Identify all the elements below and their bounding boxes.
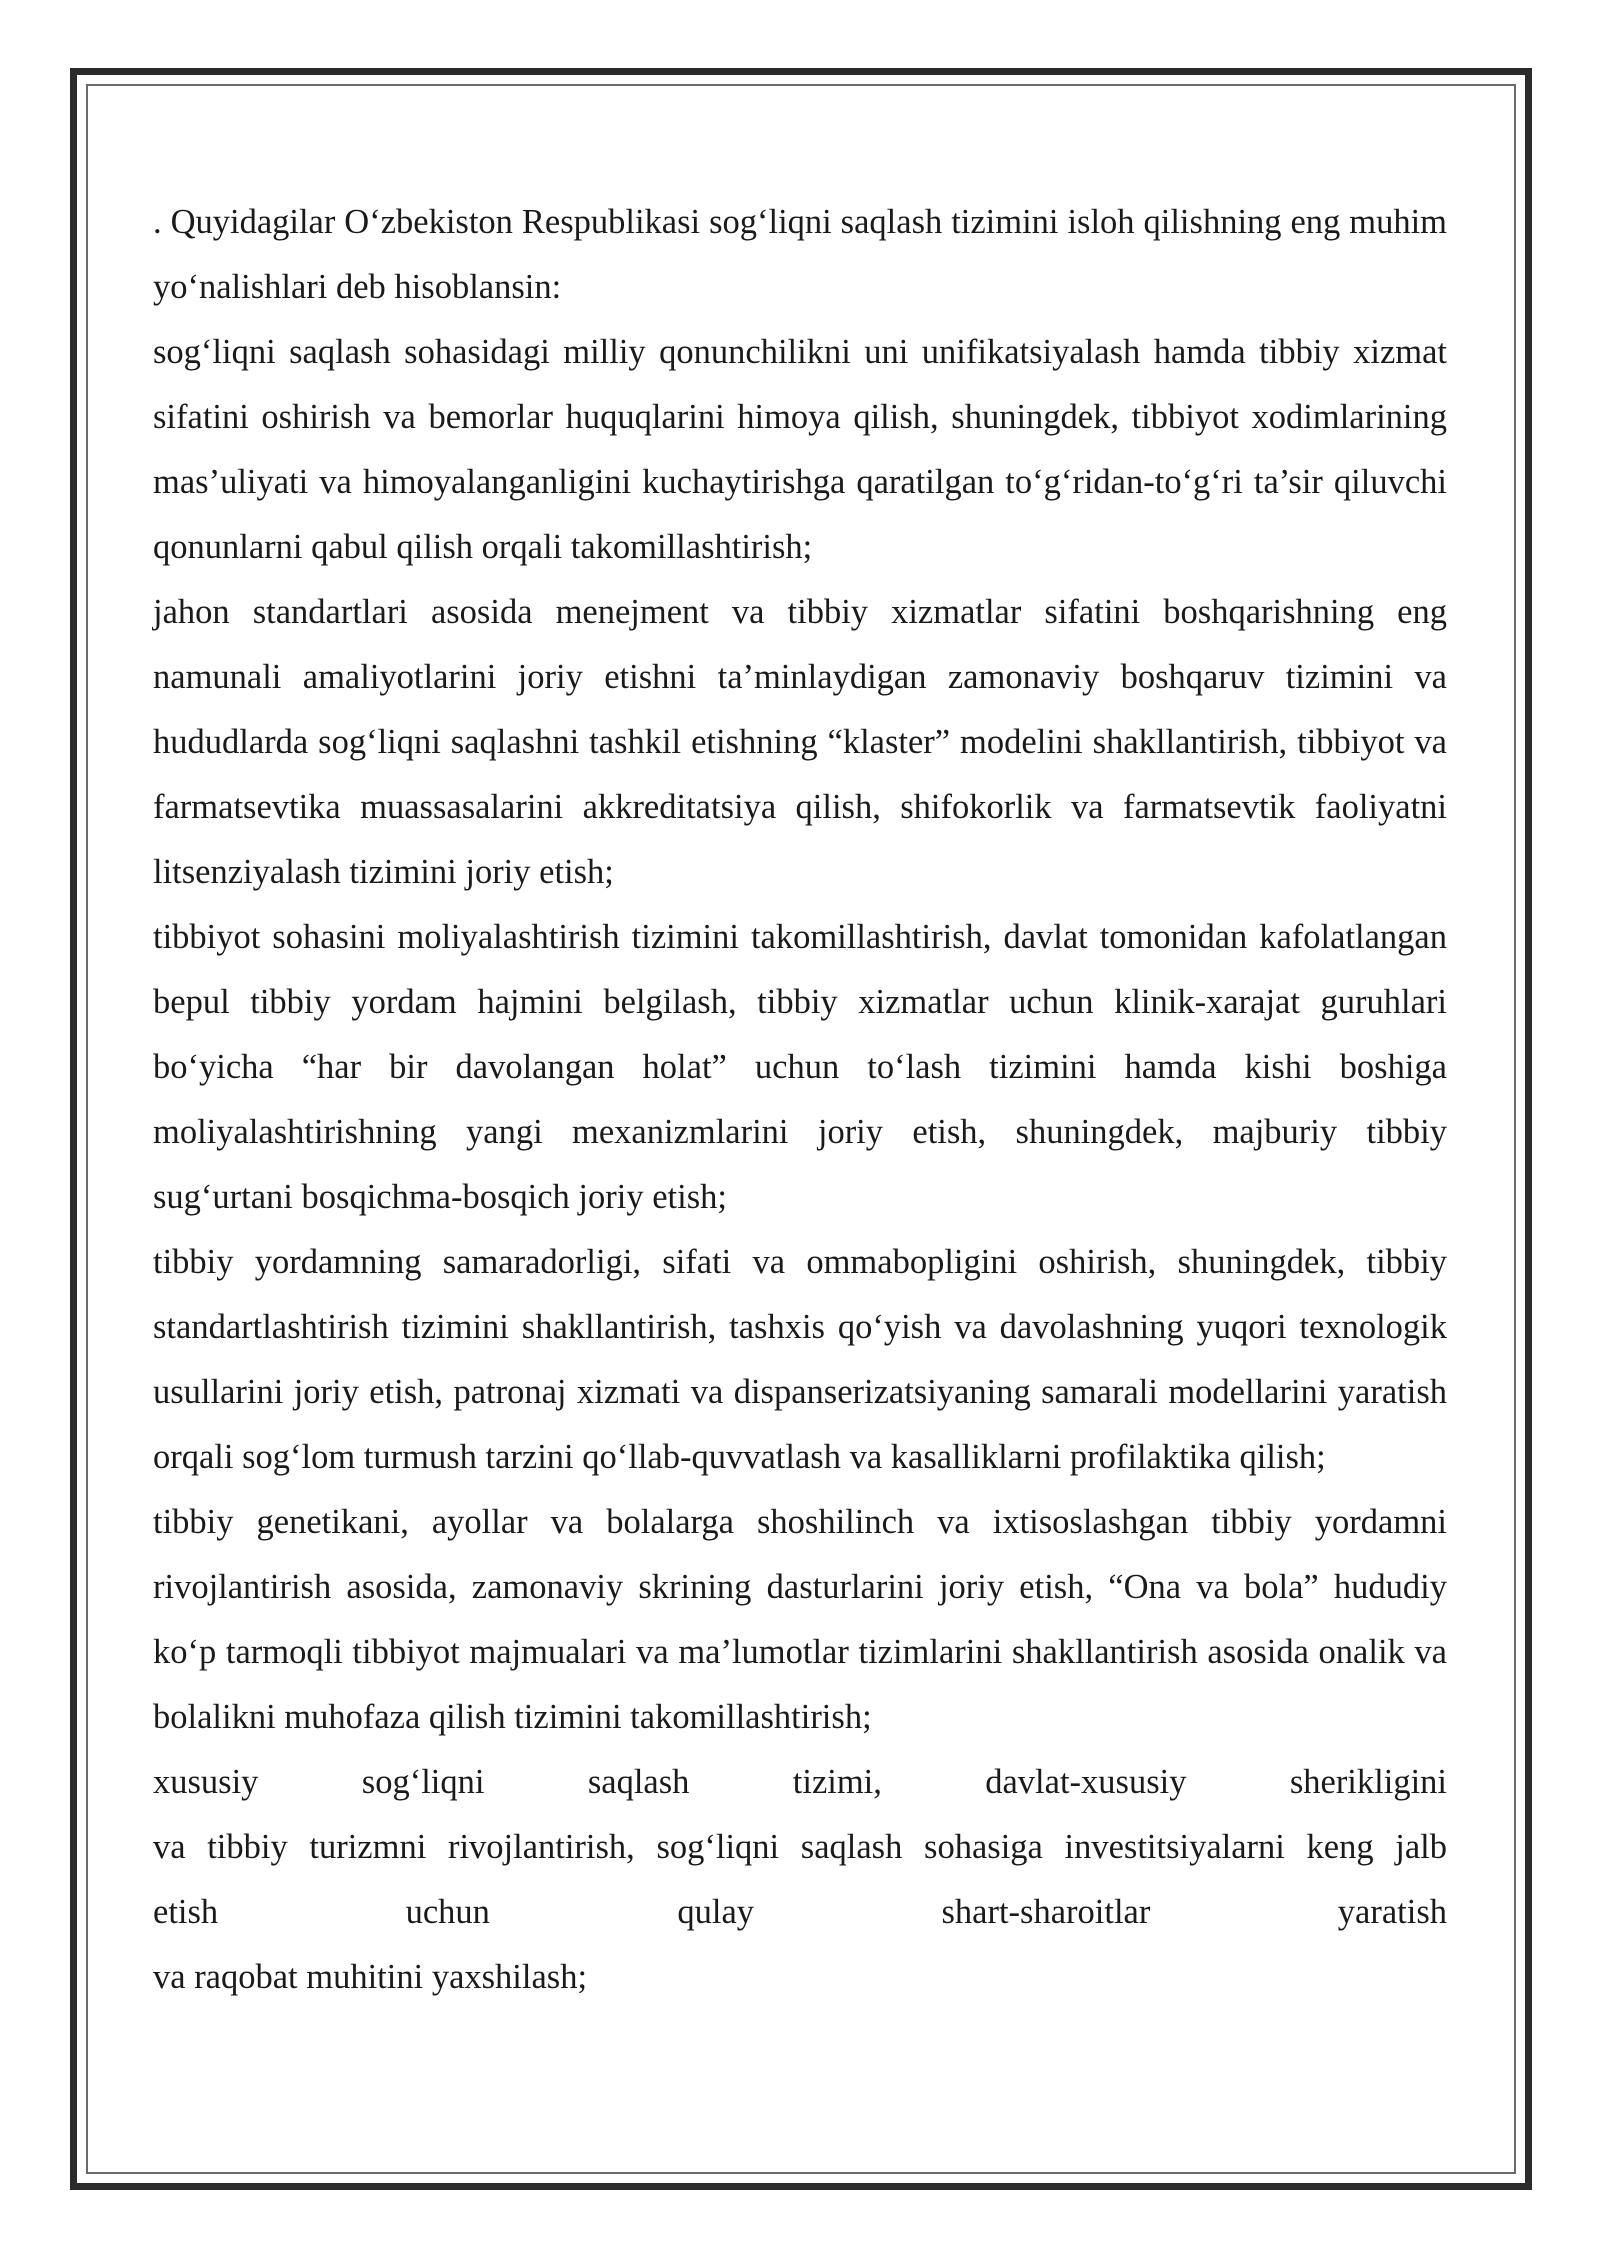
paragraph-line: va raqobat muhitini yaxshilash; [153,1958,588,1996]
paragraph-line: va tibbiy turizmni rivojlantirish, sog‘liqni saqlash sohasiga investitsiyalarni keng jalb [153,1828,1447,1866]
paragraph-private-sector [153,1750,1447,2010]
paragraph-management: jahon standartlari asosida menejment va tibbiy xizmatlar sifatini boshqarishning eng namunali amaliyotlarini joriy etishni ta’minlaydigan zamonaviy boshqaruv tizimini va hududlarda sog‘liqni saqlashni tashkil etishning “klaster” modelini shakllantirish, tibbiyot va farmatsevtika muassasalarini akkreditatsiya qilish, shifokorlik va farmatsevtik faoliyatni litsenziyalash tizimini joriy etish; [153,593,1447,891]
paragraph-line: xususiy sog‘liqni saqlash tizimi, davlat-xususiy sherikligini [153,1763,1447,1801]
document-body [153,190,1447,2010]
paragraph-intro: . Quyidagilar O‘zbekiston Respublikasi sog‘liqni saqlash tizimini isloh qilishning eng muhim yo‘nalishlari deb hisoblansin: [153,203,1447,306]
paragraph-line: etish uchun qulay shart-sharoitlar yaratish [153,1893,1447,1931]
paragraph-legislation: sog‘liqni saqlash sohasidagi milliy qonunchilikni uni unifikatsiyalash hamda tibbiy xizmat sifatini oshirish va bemorlar huquqlarini himoya qilish, shuningdek, tibbiyot xodimlarining mas’uliyati va himoyalanganligini kuchaytirishga qaratilgan to‘g‘ridan-to‘g‘ri ta’sir qiluvchi qonunlarni qabul qilish orqali takomillashtirish; [153,333,1447,566]
paragraph-maternity: tibbiy genetikani, ayollar va bolalarga shoshilinch va ixtisoslashgan tibbiy yordamni rivojlantirish asosida, zamonaviy skrining dasturlarini joriy etish, “Ona va bola” hududiy ko‘p tarmoqli tibbiyot majmualari va ma’lumotlar tizimlarini shakllantirish asosida onalik va bolalikni muhofaza qilish tizimini takomillashtirish; [153,1503,1447,1736]
paragraph-quality: tibbiy yordamning samaradorligi, sifati va ommabopligini oshirish, shuningdek, tibbiy standartlashtirish tizimini shakllantirish, tashxis qo‘yish va davolashning yuqori texnologik usullarini joriy etish, patronaj xizmati va dispanserizatsiyaning samarali modellarini yaratish orqali sog‘lom turmush tarzini qo‘llab-quvvatlash va kasalliklarni profilaktika qilish; [153,1243,1447,1476]
paragraph-financing: tibbiyot sohasini moliyalashtirish tizimini takomillashtirish, davlat tomonidan kafolatlangan bepul tibbiy yordam hajmini belgilash, tibbiy xizmatlar uchun klinik-xarajat guruhlari bo‘yicha “har bir davolangan holat” uchun to‘lash tizimini hamda kishi boshiga moliyalashtirishning yangi mexanizmlarini joriy etish, shuningdek, majburiy tibbiy sug‘urtani bosqichma-bosqich joriy etish; [153,918,1447,1216]
